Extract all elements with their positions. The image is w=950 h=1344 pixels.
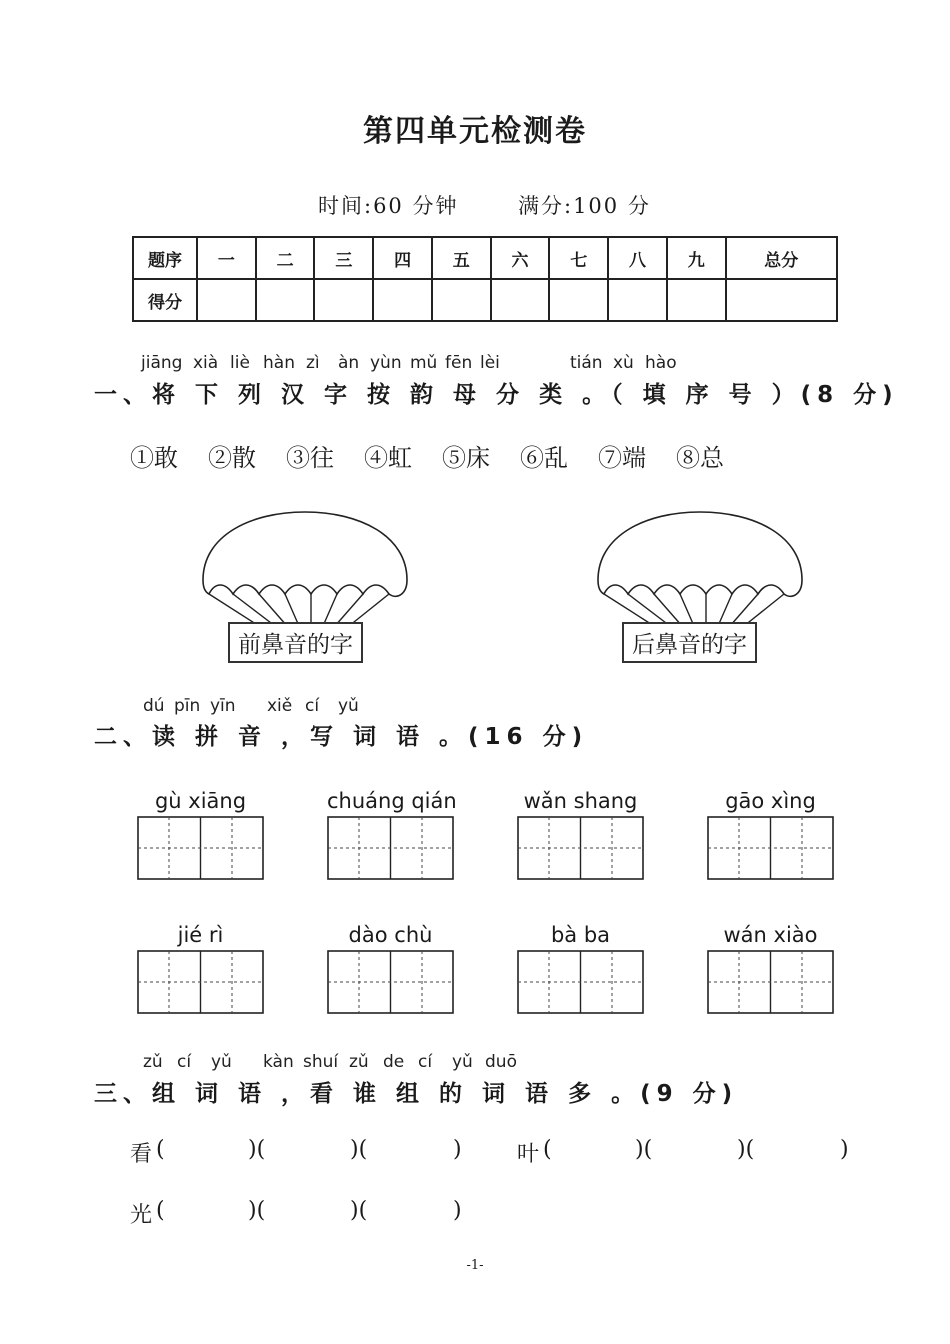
- q3-blank-end: ): [840, 1137, 849, 1162]
- score-header-cell: 六: [491, 237, 550, 279]
- pinyin-syllable: shuí: [303, 1052, 339, 1072]
- pinyin-syllable: cí: [418, 1052, 433, 1072]
- writing-grid[interactable]: [327, 950, 454, 1014]
- option-item: ⑥乱: [520, 444, 568, 472]
- score-header-cell: 一: [197, 237, 256, 279]
- q3-blank[interactable]: )(: [248, 1137, 266, 1162]
- time-limit: 时间:60 分钟: [318, 194, 459, 218]
- pinyin-syllable: àn: [338, 353, 360, 373]
- q3-blank-end: ): [453, 1198, 462, 1223]
- option-item: ①敢: [130, 444, 178, 472]
- q3-char-label: 叶: [517, 1142, 540, 1167]
- score-input-cell[interactable]: [256, 279, 315, 321]
- q3-blank[interactable]: )(: [248, 1198, 266, 1223]
- pinyin-syllable: zì: [306, 353, 320, 373]
- pinyin-syllable: yǔ: [211, 1052, 232, 1072]
- score-table-score-row: [133, 279, 837, 321]
- pinyin-syllable: yùn: [370, 353, 402, 373]
- pinyin-syllable: dú: [143, 696, 165, 716]
- score-header-cell: 九: [667, 237, 726, 279]
- writing-grid[interactable]: [707, 950, 834, 1014]
- score-input-cell[interactable]: [373, 279, 432, 321]
- q2-pinyin-line: [0, 696, 950, 718]
- q3-blank[interactable]: )(: [350, 1137, 368, 1162]
- q3-blank[interactable]: (: [156, 1137, 165, 1162]
- writing-grid[interactable]: [137, 950, 264, 1014]
- q1-heading: 一、将 下 列 汉 字 按 韵 母 分 类 。（ 填 序 号 ）(8 分): [94, 382, 899, 408]
- q1-options: [130, 438, 754, 473]
- pinyin-syllable: yǔ: [338, 696, 359, 716]
- pinyin-syllable: hào: [645, 353, 677, 373]
- pinyin-syllable: yīn: [210, 696, 236, 716]
- score-input-cell[interactable]: [608, 279, 667, 321]
- word-pinyin: dào chù: [348, 923, 433, 947]
- pinyin-syllable: tián: [570, 353, 603, 373]
- score-input-cell[interactable]: [549, 279, 608, 321]
- score-header-cell: 八: [608, 237, 667, 279]
- score-input-cell[interactable]: [726, 279, 837, 321]
- writing-grid[interactable]: [137, 816, 264, 880]
- word-pinyin: bà ba: [550, 923, 611, 947]
- q3-blank-end: ): [453, 1137, 462, 1162]
- score-input-cell[interactable]: [432, 279, 491, 321]
- q3-char-label: 光: [130, 1203, 153, 1228]
- option-item: ③往: [286, 444, 334, 472]
- pinyin-syllable: mǔ: [410, 353, 438, 373]
- q3-blank[interactable]: (: [156, 1198, 165, 1223]
- q3-blank[interactable]: )(: [635, 1137, 653, 1162]
- score-input-cell[interactable]: [197, 279, 256, 321]
- q3-blank[interactable]: (: [543, 1137, 552, 1162]
- pinyin-syllable: pīn: [174, 696, 201, 716]
- pinyin-syllable: liè: [230, 353, 250, 373]
- q3-char-label: 看: [130, 1142, 153, 1167]
- word-pinyin: wán xiào: [723, 923, 818, 947]
- score-row-label: 得分: [133, 279, 197, 321]
- writing-grid[interactable]: [517, 816, 644, 880]
- score-header-cell: 题序: [133, 237, 197, 279]
- score-header-cell: 五: [432, 237, 491, 279]
- pinyin-syllable: yǔ: [452, 1052, 473, 1072]
- writing-grid[interactable]: [517, 950, 644, 1014]
- score-input-cell[interactable]: [314, 279, 373, 321]
- score-header-cell: 总分: [726, 237, 837, 279]
- parachute-label-front-nasal: 前鼻音的字: [228, 622, 363, 663]
- page-number: -1-: [466, 1258, 484, 1273]
- score-input-cell[interactable]: [667, 279, 726, 321]
- full-score: 满分:100 分: [518, 194, 651, 218]
- option-item: ⑧总: [676, 444, 724, 472]
- score-header-cell: 三: [314, 237, 373, 279]
- pinyin-syllable: zǔ: [349, 1052, 369, 1072]
- q3-pinyin-line: [0, 1052, 950, 1074]
- pinyin-syllable: xià: [193, 353, 219, 373]
- word-pinyin: gāo xìng: [725, 789, 816, 813]
- word-pinyin: wǎn shang: [523, 789, 638, 813]
- option-item: ⑤床: [442, 444, 490, 472]
- option-item: ②散: [208, 444, 256, 472]
- score-input-cell[interactable]: [491, 279, 550, 321]
- pinyin-syllable: hàn: [263, 353, 295, 373]
- q3-blank[interactable]: )(: [350, 1198, 368, 1223]
- word-pinyin: jié rì: [177, 923, 224, 947]
- parachute-label-back-nasal: 后鼻音的字: [622, 622, 757, 663]
- pinyin-syllable: fēn: [445, 353, 473, 373]
- pinyin-syllable: xù: [613, 353, 634, 373]
- pinyin-syllable: kàn: [263, 1052, 294, 1072]
- q3-heading: 三、组 词 语 ，看 谁 组 的 词 语 多 。(9 分): [94, 1081, 739, 1107]
- pinyin-syllable: de: [383, 1052, 405, 1072]
- q1-pinyin-line: [0, 353, 950, 375]
- writing-grid[interactable]: [707, 816, 834, 880]
- page-title: 第四单元检测卷: [363, 114, 587, 149]
- pinyin-syllable: cí: [305, 696, 320, 716]
- score-table-header-row: [133, 237, 837, 279]
- pinyin-syllable: lèi: [480, 353, 500, 373]
- pinyin-syllable: xiě: [267, 696, 293, 716]
- q2-heading: 二、读 拼 音 ，写 词 语 。(16 分): [94, 724, 589, 750]
- q3-blank[interactable]: )(: [737, 1137, 755, 1162]
- writing-grid[interactable]: [327, 816, 454, 880]
- score-table: [132, 236, 838, 322]
- word-pinyin: gù xiāng: [154, 789, 247, 813]
- pinyin-syllable: duō: [485, 1052, 517, 1072]
- pinyin-syllable: jiāng: [141, 353, 183, 373]
- option-item: ⑦端: [598, 444, 646, 472]
- option-item: ④虹: [364, 444, 412, 472]
- score-header-cell: 四: [373, 237, 432, 279]
- score-header-cell: 七: [549, 237, 608, 279]
- word-pinyin: chuáng qián: [327, 789, 457, 813]
- pinyin-syllable: cí: [177, 1052, 192, 1072]
- score-header-cell: 二: [256, 237, 315, 279]
- pinyin-syllable: zǔ: [143, 1052, 163, 1072]
